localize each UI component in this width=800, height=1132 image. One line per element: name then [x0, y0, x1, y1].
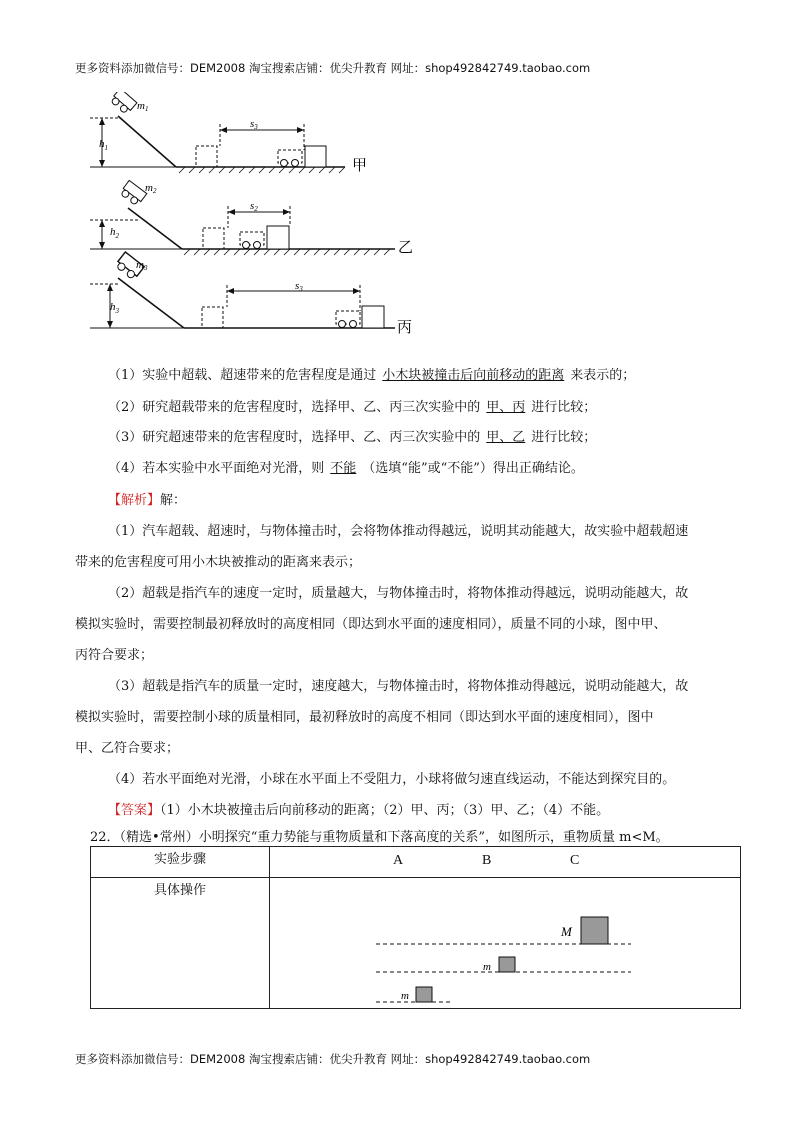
- answer-blank-3: 甲、乙: [486, 430, 526, 445]
- analysis-line: 带来的危害程度可用小木块被推动的距离来表示；: [75, 555, 362, 570]
- answer-blank-4: 不能: [330, 461, 357, 476]
- answer-tag: 【答案】: [108, 803, 161, 818]
- analysis-line: 甲、乙符合要求；: [75, 741, 180, 756]
- table-diagram-cell: [270, 878, 741, 1009]
- svg-text:s3: s3: [295, 280, 303, 293]
- header-a: A: [393, 853, 404, 868]
- svg-text:h1: $h_1$: [99, 138, 108, 152]
- svg-text:s2: s2: [250, 200, 258, 213]
- block-end-yi: [267, 226, 289, 249]
- panel-jia: [90, 92, 367, 174]
- analysis-line: （3）超载是指汽车的质量一定时，速度越大，与物体撞击时，将物体推动得越远，说明动能越大，故: [108, 679, 689, 694]
- analysis-line: （2）超载是指汽车的速度一定时，质量越大，与物体撞击时，将物体推动得越远，说明动能越大，故: [108, 586, 689, 601]
- svg-text:m: m: [483, 961, 491, 973]
- drop-diagram: [271, 879, 739, 1003]
- answer-summary: 【答案】（1）小木块被撞击后向前移动的距离；（2）甲、丙；（3）甲、乙；（4）不能。: [108, 803, 610, 818]
- analysis-line: （1）汽车超载、超速时，与物体撞击时，会将物体推动得越远，说明其动能越大，故实验中超载超速: [108, 524, 689, 539]
- question-22: 22．（精选•常州）小明探究“重力势能与重物质量和下落高度的关系”，如图所示，重物质量 m<M。: [90, 830, 669, 845]
- answer-blank-2: 甲、丙: [486, 400, 526, 415]
- ramp-bing: [118, 278, 184, 328]
- table-header-abc: [270, 847, 741, 878]
- block-start-jia: [196, 146, 217, 167]
- header-b: B: [482, 853, 492, 868]
- label-yi: 乙: [398, 238, 414, 256]
- block-end-bing: [362, 306, 384, 328]
- svg-text:m: m: [401, 990, 409, 1002]
- question-4: （4）若本实验中水平面绝对光滑，则 不能 （选填“能”或“不能”）得出正确结论。: [108, 461, 584, 476]
- answer-blank-1: 小木块被撞击后向前移动的距离: [382, 368, 565, 383]
- block-small-m-b: [499, 957, 515, 972]
- panel-yi: [90, 180, 413, 256]
- question-2: （2）研究超载带来的危害程度时，选择甲、乙、丙三次实验中的 甲、丙 进行比较；: [108, 400, 597, 415]
- analysis-line: （4）若水平面绝对光滑，小球在水平面上不受阻力，小球将做匀速直线运动，不能达到探究目的。: [108, 772, 676, 787]
- svg-text:h3: $h_3$: [110, 301, 119, 315]
- table-header-steps: 实验步骤: [91, 847, 270, 878]
- label-jia: 甲: [352, 156, 368, 174]
- experiment-figure: [90, 92, 450, 344]
- svg-text:M: M: [561, 924, 572, 939]
- header-c: C: [570, 853, 580, 868]
- ramp-jia: [118, 116, 176, 167]
- svg-text:m3: m3: [136, 259, 148, 272]
- car-yi: [119, 180, 146, 206]
- svg-text:h2: $h_2$: [110, 226, 119, 240]
- analysis-tag: 【解析】: [108, 493, 161, 508]
- block-end-jia: [305, 146, 326, 167]
- block-start-bing: [202, 307, 223, 328]
- block-start-yi: [203, 228, 224, 249]
- analysis-line: 丙符合要求；: [75, 648, 154, 663]
- analysis-line: 模拟实验时，需要控制最初释放时的高度相同（即达到水平面的速度相同），质量不同的小球，图中甲、: [75, 617, 667, 632]
- page-footer: 更多资料添加微信号：DEM2008 淘宝搜索店铺：优尖升教育 网址：shop492842749.taobao.com: [75, 1052, 591, 1066]
- ramp-yi: [128, 208, 182, 249]
- question-3: （3）研究超速带来的危害程度时，选择甲、乙、丙三次实验中的 甲、乙 进行比较；: [108, 430, 597, 445]
- question-1: （1）实验中超载、超速带来的危害程度是通过 小木块被撞击后向前移动的距离 来表示的；: [108, 368, 636, 383]
- svg-text:m2: m2: [145, 182, 157, 195]
- panel-bing: [90, 252, 412, 336]
- car-jia: [110, 92, 137, 115]
- analysis-heading: 【解析】解：: [108, 493, 187, 508]
- table-row-operation: 具体操作: [91, 878, 270, 1009]
- block-big-M: [581, 917, 608, 944]
- label-bing: 丙: [397, 318, 413, 336]
- analysis-line: 模拟实验时，需要控制小球的质量相同，最初释放时的高度不相同（即达到水平面的速度相同），图中: [75, 710, 654, 725]
- page-header: 更多资料添加微信号：DEM2008 淘宝搜索店铺：优尖升教育 网址：shop492842749.taobao.com: [75, 61, 591, 75]
- svg-text:s3: s3: [250, 118, 258, 131]
- svg-text:m1: m1: [137, 100, 149, 113]
- block-small-m-a: [416, 987, 432, 1002]
- experiment-table: [90, 846, 741, 1009]
